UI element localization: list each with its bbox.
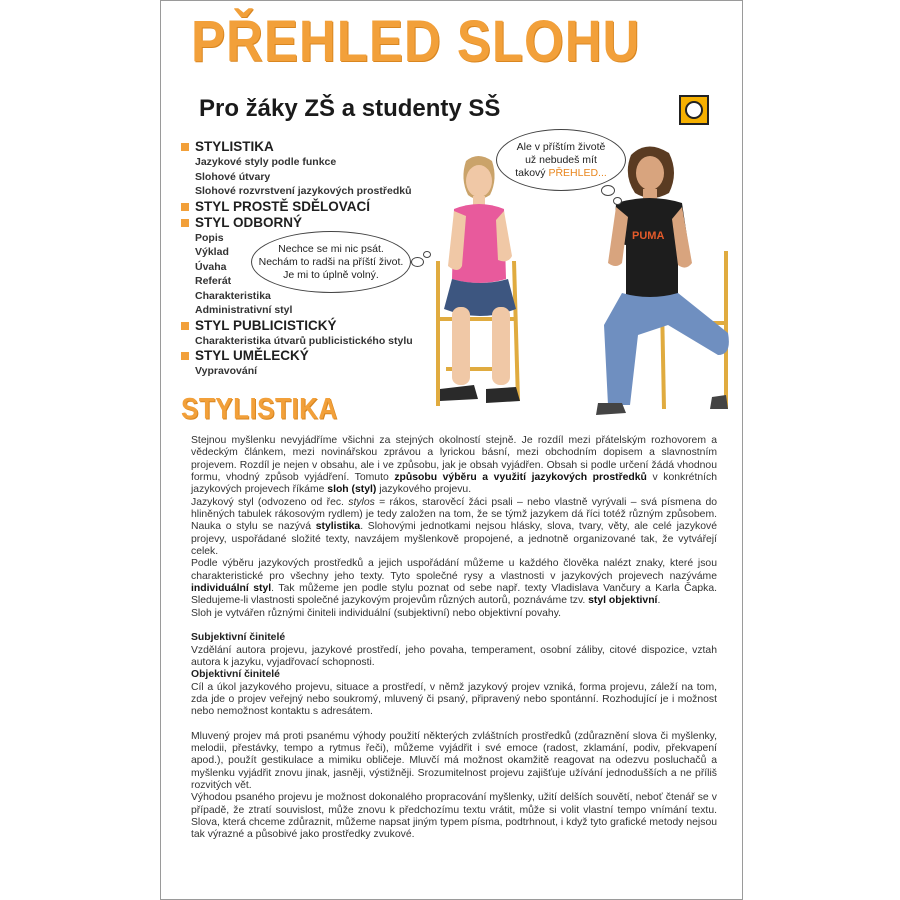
thought-puff — [423, 251, 431, 258]
thought-bubble-boy — [496, 129, 626, 191]
toc-subitem: Výklad — [195, 246, 229, 258]
toc-heading: STYLISTIKA — [195, 139, 274, 154]
square-bullet-icon — [181, 322, 189, 330]
toc-subitem: Charakteristika — [195, 289, 271, 302]
bubble-line: Nechce se mi nic psát. — [278, 242, 384, 255]
square-bullet-icon — [181, 219, 189, 227]
toc-heading: STYL PROSTĚ SDĚLOVACÍ — [195, 198, 371, 214]
toc-section-umelecky — [181, 348, 421, 379]
book-subtitle: Pro žáky ZŠ a studenty SŠ — [199, 95, 501, 122]
bubble-highlight: PŘEHLED... — [548, 166, 607, 179]
logo-ring-icon — [685, 101, 703, 119]
toc-heading: STYL ODBORNÝ — [195, 214, 303, 230]
toc-heading: STYL UMĚLECKÝ — [195, 348, 309, 363]
toc-heading: STYL PUBLICISTICKÝ — [195, 317, 337, 333]
square-bullet-icon — [181, 203, 189, 211]
toc-subitem: Úvaha — [195, 260, 227, 273]
paragraph: Podle výběru jazykových prostředků a jejich uspořádání můžeme u každého člověka nalézt znaky, které jsou charakteristické pro všechny jeho texty. Tyto společné rysy a vlastnosti v jazykových projevech nazýváme individuální styl. Tak můžeme jen podle stylu poznat od sebe např. texty Vladislava Vančury a Karla Čapka. Sledujeme-li vlastnosti společné jazykovým projevům různých autorů, poznáváme tzv. styl objektivní. — [191, 558, 717, 607]
toc-subitem: Referát — [195, 275, 232, 287]
paragraph: Sloh je vytvářen různými činiteli individuální (subjektivní) nebo objektivní povahy. — [191, 607, 562, 619]
toc-subitem: Slohové útvary — [195, 170, 271, 183]
thought-puff — [613, 197, 622, 205]
subheading: Subjektivní činitelé — [191, 632, 286, 644]
bubble-line: Je mi to úplně volný. — [283, 268, 379, 281]
book-cover-page — [160, 0, 743, 900]
paragraph: Stejnou myšlenku nevyjádříme všichni za stejných okolností stejně. Je rozdíl mezi přátelským rozhovorem a vědeckým článkem, mezi novinářskou zprávou a lyrickou básní, mezi obchodním dopisem a slavnostním projevem. Rozdíl je nejen v obsahu, ale i ve způsobu, jak je obsah vyjádřen. Obsah si podle určení žádá vhodnou formu, vhodný způsob vyjádření. Tomuto způsobu výběru a využití jazykových prostředků v konkrétních jazykových projevech říkáme sloh (styl) jazykového projevu. — [191, 435, 717, 496]
subheading: Objektivní činitelé — [191, 669, 280, 681]
thought-puff — [601, 185, 615, 196]
paragraph: Vzdělání autora projevu, jazykové prostředí, jeho povaha, temperament, osobní záliby, citové dispozice, vztah autora k jazyku, vyjadřovací schopnosti. — [191, 644, 717, 668]
toc-subitem: Slohové rozvrstvení jazykových prostředků — [195, 185, 412, 197]
girl-figure — [440, 156, 520, 403]
section-title: STYLISTIKA — [181, 391, 338, 426]
shirt-logo: PUMA — [632, 230, 665, 242]
bubble-line: takový — [515, 166, 549, 179]
thought-bubble-girl — [251, 231, 411, 293]
square-bullet-icon — [181, 352, 189, 360]
bubble-line: Ale v příštím životě — [516, 140, 606, 153]
toc-section-proste-sdelovaci — [181, 199, 421, 215]
paragraph: Jazykový styl (odvozeno od řec. stylos = rákos, starověcí žáci psali – nebo vlastně vyrývali – svá písmena do hliněných tabulek rákosovým rydlem) je tedy založen na tom, že se týmž jazykem dá říci totéž různým způsobem. Nauka o stylu se nazývá stylistika. Slohovými jednotkami nejsou hlásky, slova, tvary, věty, ale celé jazykové projevy, uspořádané složité texty, navzájem myšlenkově propojené, a jednotně organizované tak, že vytvářejí celek. — [191, 496, 717, 558]
paragraph: Cíl a úkol jazykového projevu, situace a prostředí, v němž jazykový projev vzniká, forma projevu, záleží na tom, zda jde o projev veřejný nebo soukromý, mluvený či psaný, připravený nebo spontánní. Rozhodující je i možnost nebo nemožnost kontaktu s adresátem. — [191, 681, 717, 718]
toc-section-publicisticky — [181, 318, 421, 349]
toc-subitem: Charakteristika útvarů publicistického stylu — [195, 334, 413, 347]
paragraph: Výhodou psaného projevu je možnost dokonalého propracování myšlenky, užití delších souvětí, neboť čtenář se v případě, že ztratí souvislost, může znovu k předchozímu textu vrátit, může si volit vlastní tempo vnímání textu. Slova, která chceme zdůraznit, můžeme napsat jiným typem písma, podtrhnout, i když tyto grafické metody nejsou tak výrazné a působivé jako prostředky zvukové. — [191, 792, 717, 841]
book-title: PŘEHLED SLOHU — [191, 8, 641, 74]
toc-subitem: Administrativní styl — [195, 304, 293, 316]
toc-section-stylistika — [181, 139, 421, 199]
thought-puff — [411, 257, 424, 267]
bubble-line: už nebudeš mít — [525, 153, 597, 166]
body-text — [191, 435, 717, 842]
toc-subitem: Vypravování — [195, 365, 258, 377]
toc-subitem: Jazykové styly podle funkce — [195, 156, 337, 168]
toc-subitem: Popis — [195, 231, 224, 244]
paragraph: Mluvený projev má proti psanému výhody použití některých zvláštních prostředků (zdůraznění slova či myšlenky, melodii, přestávky, tempo a rytmus řeči), můžeme vyjádřit i své emoce (radost, zklamání, podiv, překvapení apod.), použít gestikulace a mimiku obličeje. Mluvčí má možnost okamžitě reagovat na odezvu posluchačů a myšlenku vyjádřit znovu jinak, jasněji, výstižněji. Srozumitelnost projevu zajišťuje užívání jednodušších a ne příliš rozvitých vět. — [191, 730, 717, 791]
square-bullet-icon — [181, 143, 189, 151]
bubble-line: Nechám to radši na příští život. — [258, 255, 404, 268]
publisher-logo — [679, 95, 709, 125]
